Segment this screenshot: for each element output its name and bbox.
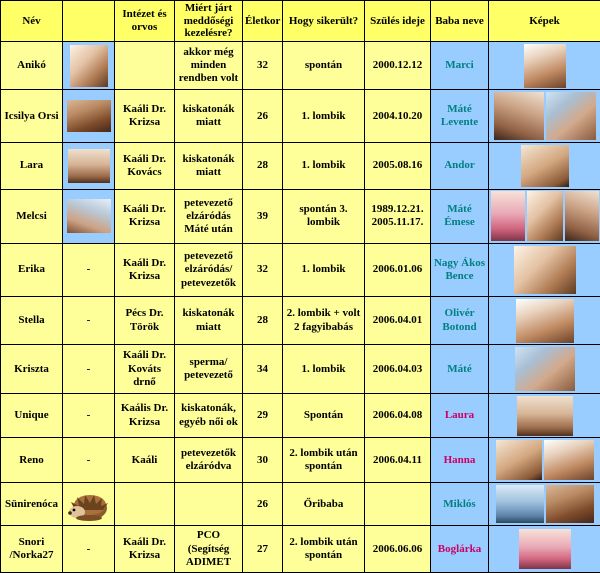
- cell-miert: petevezető elzáródás Máté után: [175, 189, 243, 244]
- cell-miert: akkor még minden rendben volt: [175, 41, 243, 90]
- cell-hogy: Őribaba: [283, 482, 365, 525]
- cell-miert: kiskatonák miatt: [175, 90, 243, 143]
- cell-avatar: [63, 90, 115, 143]
- cell-hogy: Spontán: [283, 393, 365, 438]
- cell-kepek: [489, 345, 600, 394]
- cell-hogy: 1. lombik: [283, 90, 365, 143]
- cell-kepek: [489, 189, 600, 244]
- cell-hogy: 1. lombik: [283, 345, 365, 394]
- table-body: [1, 41, 600, 572]
- cell-intezet: [115, 41, 175, 90]
- table-row: [1, 143, 600, 190]
- cell-intezet: Kaáli Dr. Krizsa: [115, 189, 175, 244]
- cell-eletkor: 28: [243, 143, 283, 190]
- table-row: [1, 526, 600, 573]
- photo-lara-1[interactable]: [521, 145, 569, 187]
- cell-miert: sperma/ petevezető: [175, 345, 243, 394]
- cell-avatar: -: [63, 526, 115, 573]
- cell-szules: 2006.04.08: [365, 393, 431, 438]
- cell-kepek: [489, 143, 600, 190]
- table-row: [1, 345, 600, 394]
- table-header-row: [1, 1, 600, 42]
- cell-eletkor: 27: [243, 526, 283, 573]
- cell-nev: Erika: [1, 244, 63, 297]
- photo-snori-1[interactable]: [519, 529, 571, 569]
- cell-szules: 2006.04.11: [365, 438, 431, 483]
- cell-baba: Máté: [431, 345, 489, 394]
- header-eletkor: Életkor: [243, 1, 283, 42]
- photo-icsilya-2[interactable]: [546, 92, 596, 140]
- photo-sunirenoca-1[interactable]: [496, 485, 544, 523]
- photo-sunirenoca-2[interactable]: [546, 485, 594, 523]
- cell-intezet: Kaáli Dr. Kovács: [115, 143, 175, 190]
- cell-nev: Melcsi: [1, 189, 63, 244]
- cell-nev: Unique: [1, 393, 63, 438]
- header-miert: Miért járt meddőségi kezelésre?: [175, 1, 243, 42]
- cell-szules: 2004.10.20: [365, 90, 431, 143]
- cell-nev: Stella: [1, 296, 63, 345]
- photo-icsilya-1[interactable]: [494, 92, 544, 140]
- cell-avatar: [63, 41, 115, 90]
- cell-miert: petevezetők elzáródva: [175, 438, 243, 483]
- photo-melcsi-3[interactable]: [565, 191, 599, 241]
- photo-thumb-aniko: [70, 45, 108, 87]
- header-kepek: Képek: [489, 1, 600, 42]
- cell-nev: Anikó: [1, 41, 63, 90]
- cell-szules: 2006.04.01: [365, 296, 431, 345]
- cell-intezet: Kaáli Dr. Krizsa: [115, 244, 175, 297]
- cell-avatar: -: [63, 244, 115, 297]
- cell-nev: Lara: [1, 143, 63, 190]
- cell-eletkor: 30: [243, 438, 283, 483]
- header-baba-neve: Baba neve: [431, 1, 489, 42]
- cell-avatar: -: [63, 438, 115, 483]
- cell-baba: Máté Levente: [431, 90, 489, 143]
- photo-kriszta-1[interactable]: [515, 347, 575, 391]
- cell-szules: 2000.12.12: [365, 41, 431, 90]
- cell-nev: Reno: [1, 438, 63, 483]
- cell-intezet: Kaáli Dr. Kováts drnő: [115, 345, 175, 394]
- cell-kepek: [489, 393, 600, 438]
- cell-hogy: spontán: [283, 41, 365, 90]
- cell-intezet: Kaáli Dr. Krizsa: [115, 90, 175, 143]
- photo-stella-1[interactable]: [516, 299, 574, 343]
- header-szules-ideje: Szülés ideje: [365, 1, 431, 42]
- header-hogy-sikerult: Hogy sikerült?: [283, 1, 365, 42]
- cell-avatar: [63, 189, 115, 244]
- cell-baba: Olivér Botond: [431, 296, 489, 345]
- photo-thumb-lara: [68, 149, 110, 183]
- cell-intezet: Pécs Dr. Török: [115, 296, 175, 345]
- header-nev: Név: [1, 1, 63, 42]
- cell-intezet: [115, 482, 175, 525]
- table-row: [1, 296, 600, 345]
- cell-hogy: spontán 3. lombik: [283, 189, 365, 244]
- cell-eletkor: 26: [243, 90, 283, 143]
- cell-miert: petevezető elzáródás/ petevezetők: [175, 244, 243, 297]
- cell-szules: 2006.06.06: [365, 526, 431, 573]
- cell-eletkor: 26: [243, 482, 283, 525]
- cell-avatar: -: [63, 296, 115, 345]
- cell-hogy: 1. lombik: [283, 244, 365, 297]
- cell-nev: Icsilya Orsi: [1, 90, 63, 143]
- photo-melcsi-1[interactable]: [491, 191, 525, 241]
- cell-szules: 2006.04.03: [365, 345, 431, 394]
- cell-hogy: 1. lombik: [283, 143, 365, 190]
- cell-eletkor: 32: [243, 41, 283, 90]
- cell-baba: Marci: [431, 41, 489, 90]
- table-row: [1, 244, 600, 297]
- cell-miert: [175, 482, 243, 525]
- cell-avatar: -: [63, 393, 115, 438]
- cell-hogy: 2. lombik után spontán: [283, 526, 365, 573]
- table-row: [1, 90, 600, 143]
- cell-hogy: 2. lombik után spontán: [283, 438, 365, 483]
- cell-kepek: [489, 482, 600, 525]
- photo-reno-1[interactable]: [496, 440, 542, 480]
- cell-kepek: [489, 244, 600, 297]
- cell-baba: Nagy Ákos Bence: [431, 244, 489, 297]
- cell-eletkor: 28: [243, 296, 283, 345]
- cell-miert: kiskatonák miatt: [175, 143, 243, 190]
- cell-szules: 2006.01.06: [365, 244, 431, 297]
- cell-kepek: [489, 41, 600, 90]
- header-avatar: [63, 1, 115, 42]
- cell-baba: Andor: [431, 143, 489, 190]
- photo-thumb-melcsi: [67, 199, 111, 233]
- cell-baba: Miklós: [431, 482, 489, 525]
- cell-nev: Snori /Norka27: [1, 526, 63, 573]
- table-row: [1, 189, 600, 244]
- cell-eletkor: 32: [243, 244, 283, 297]
- cell-nev: Kriszta: [1, 345, 63, 394]
- cell-avatar: [63, 143, 115, 190]
- photo-reno-2[interactable]: [544, 440, 594, 480]
- cell-miert: kiskatonák miatt: [175, 296, 243, 345]
- cell-szules: 2005.08.16: [365, 143, 431, 190]
- photo-thumb-icsilya: [67, 100, 111, 132]
- cell-eletkor: 39: [243, 189, 283, 244]
- photo-aniko-1[interactable]: [524, 44, 566, 88]
- cell-kepek: [489, 438, 600, 483]
- cell-avatar: -: [63, 345, 115, 394]
- cell-baba: Laura: [431, 393, 489, 438]
- photo-unique-1[interactable]: [517, 396, 573, 436]
- cell-kepek: [489, 526, 600, 573]
- cell-eletkor: 29: [243, 393, 283, 438]
- cell-baba: Hanna: [431, 438, 489, 483]
- table-row: [1, 393, 600, 438]
- cell-miert: kiskatonák, egyéb női ok: [175, 393, 243, 438]
- photo-melcsi-2[interactable]: [527, 191, 563, 241]
- table-row: [1, 41, 600, 90]
- cell-kepek: [489, 90, 600, 143]
- cell-intezet: Kaális Dr. Krizsa: [115, 393, 175, 438]
- cell-intezet: Kaáli Dr. Krizsa: [115, 526, 175, 573]
- cell-szules: [365, 482, 431, 525]
- photo-erika-1[interactable]: [514, 246, 576, 294]
- cell-intezet: Kaáli: [115, 438, 175, 483]
- cell-baba: Máté Émese: [431, 189, 489, 244]
- cell-avatar: [63, 482, 115, 525]
- header-intezet: Intézet és orvos: [115, 1, 175, 42]
- cell-szules: 1989.12.21. 2005.11.17.: [365, 189, 431, 244]
- cell-miert: PCO (Segítség ADIMET: [175, 526, 243, 573]
- hedgehog-icon: [65, 484, 111, 524]
- cell-nev: Sünirenóca: [1, 482, 63, 525]
- cell-kepek: [489, 296, 600, 345]
- table-row: [1, 438, 600, 483]
- cell-eletkor: 34: [243, 345, 283, 394]
- cell-hogy: 2. lombik + volt 2 fagyibabás: [283, 296, 365, 345]
- cell-baba: Boglárka: [431, 526, 489, 573]
- table-row: [1, 482, 600, 525]
